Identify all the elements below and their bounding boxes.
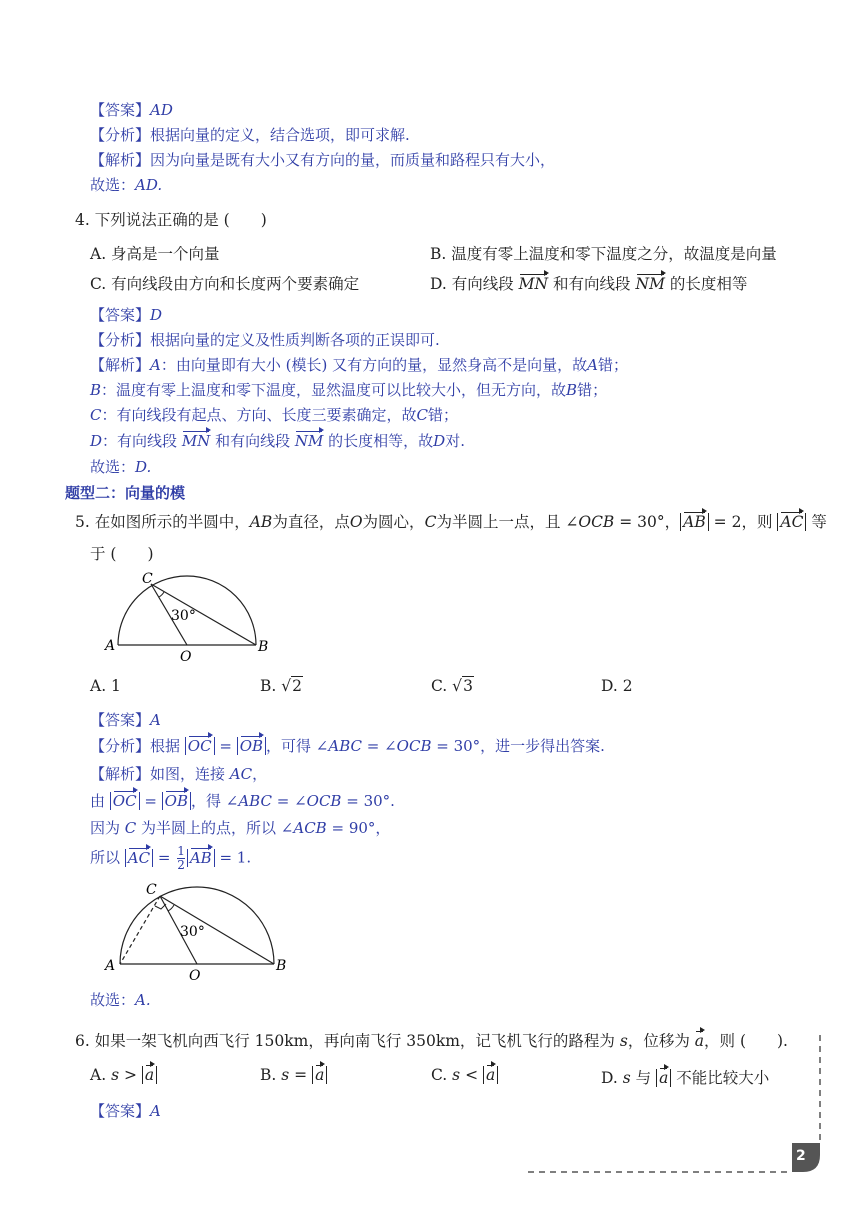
q4-option-a: A. 身高是一个向量: [90, 245, 220, 263]
vector-a: a: [485, 1066, 496, 1084]
label-c: C: [90, 406, 102, 424]
numerator: 1: [177, 844, 185, 858]
segment-ac: AC: [229, 765, 253, 783]
label-c: C: [142, 571, 153, 587]
equals: =: [139, 792, 162, 810]
angle-abc: ABC: [328, 737, 362, 755]
option-prefix: C.: [431, 677, 453, 695]
vector-oc: OC: [187, 737, 212, 755]
abs-a: [483, 1066, 498, 1084]
page-corner-decoration: [520, 1030, 840, 1180]
choose-prefix: 故选：: [90, 991, 136, 1009]
q5-solution-line4: [90, 845, 251, 872]
vector-mn: MN: [518, 275, 549, 293]
abs-ab: [680, 513, 709, 531]
label-a: A: [105, 958, 116, 974]
label-a: A: [150, 356, 161, 374]
q3-answer-line: [90, 99, 173, 120]
vector-a: a: [694, 1032, 705, 1050]
q4-choose-line: [90, 456, 151, 477]
vector-ab: AB: [683, 513, 706, 531]
solution-part: = 30°.: [341, 792, 395, 810]
answer-tag: 【答案】: [90, 306, 151, 324]
segment-ac-dashed: [120, 896, 160, 964]
stem-ab: AB: [249, 513, 273, 531]
label-b: B: [276, 958, 287, 974]
option-prefix: A.: [90, 1066, 112, 1084]
q5-solution-line3: [90, 817, 390, 838]
stem-c: C: [424, 513, 437, 531]
solution-b-end: 错；: [577, 381, 608, 399]
answer-value: D: [150, 306, 163, 324]
label-a: A: [105, 638, 116, 654]
label-d: D: [90, 432, 103, 450]
sqrt: √3: [452, 677, 473, 695]
analysis-part: = 30°，进一步得出答案.: [431, 737, 605, 755]
q5-solution-line1: [90, 763, 267, 784]
vector-oc: OC: [112, 792, 137, 810]
angle-arc: [159, 592, 164, 597]
segment-cb: [151, 584, 256, 645]
label-o: O: [189, 968, 201, 983]
stem-part: 为直径，点: [272, 513, 350, 531]
label-b: B: [90, 381, 102, 399]
section-heading: 题型二：向量的模: [65, 484, 186, 502]
option-end: 不能比较大小: [671, 1069, 770, 1087]
stem-part: 等: [806, 513, 827, 531]
q5-figure-semicircle: [100, 565, 280, 665]
operator: >: [119, 1066, 142, 1084]
abs-a: [142, 1066, 157, 1084]
q4-solution-c: [90, 404, 458, 425]
stem-ocb: OCB: [578, 513, 615, 531]
radicand: 3: [463, 677, 473, 695]
q4-solution-d: [90, 430, 465, 451]
q3-solution-line: [90, 149, 555, 170]
vector-ac: AC: [127, 848, 151, 867]
solution-c-end: 错；: [427, 406, 458, 424]
solution-text: 因为向量是既有大小又有方向的量，而质量和路程只有大小，: [150, 151, 556, 169]
solution-tag: 【解析】: [90, 765, 151, 783]
label-30deg: 30°: [171, 608, 196, 624]
stem-part: ，则 ( ).: [704, 1032, 788, 1050]
vector-a: a: [315, 1066, 325, 1084]
stem-o: O: [349, 513, 363, 531]
option-d-mid: 和有向线段: [553, 275, 631, 293]
stem-part: 为圆心，: [362, 513, 425, 531]
fraction-half: [177, 845, 185, 872]
radicand: 2: [292, 677, 303, 695]
q5-option-a: A. 1: [90, 677, 121, 695]
solution-part: ，得 ∠: [191, 792, 239, 810]
abs-ac: [125, 849, 153, 867]
solution-part: = 1.: [214, 848, 252, 867]
vector-nm: NM: [294, 432, 324, 450]
vector-nm: NM: [635, 275, 665, 293]
choose-value: A.: [135, 991, 151, 1009]
q5-stem-line1: [75, 510, 827, 532]
stem-part: 为半圆上一点，且 ∠: [436, 513, 579, 531]
var-s: s: [619, 1032, 628, 1050]
angle-acb: ACB: [293, 819, 327, 837]
label-c2: C: [416, 406, 428, 424]
segment-cb: [160, 896, 274, 964]
choose-value: D.: [135, 458, 152, 476]
label-b: B: [258, 639, 269, 655]
analysis-tag: 【分析】: [90, 126, 151, 144]
solution-part: ，: [252, 765, 268, 783]
q4-solution-b: [90, 379, 607, 400]
q4-answer-line: [90, 304, 162, 325]
option-prefix: D.: [601, 1069, 623, 1087]
option-d-prefix: D. 有向线段: [430, 275, 514, 293]
angle-abc: ABC: [238, 792, 272, 810]
option-prefix: C.: [431, 1066, 453, 1084]
q4-analysis-line: [90, 329, 440, 350]
q5-analysis-line: [90, 735, 605, 756]
stem-part: 5. 在如图所示的半圆中，: [75, 513, 250, 531]
analysis-tag: 【分析】: [90, 331, 151, 349]
solution-b-text: ：温度有零上温度和零下温度，显然温度可以比较大小，但无方向，故: [101, 381, 567, 399]
solution-part: = ∠: [271, 792, 307, 810]
solution-d-text1: ：有向线段: [102, 432, 178, 450]
label-b2: B: [566, 381, 578, 399]
answer-tag: 【答案】: [90, 101, 151, 119]
label-a2: A: [587, 356, 598, 374]
abs-a: [312, 1066, 327, 1084]
analysis-part: = ∠: [361, 737, 397, 755]
abs-ob: [237, 737, 266, 755]
solution-part: 如图，连接: [150, 765, 230, 783]
q3-choose-line: [90, 174, 162, 195]
vector-ob: OB: [164, 792, 188, 810]
vector-ob: OB: [239, 737, 264, 755]
q5-option-b: [260, 677, 303, 695]
vector-a: a: [659, 1069, 669, 1087]
q5-choose-line: [90, 989, 151, 1010]
operator: =: [289, 1066, 313, 1084]
denominator: 2: [177, 858, 185, 872]
label-c: C: [146, 882, 157, 898]
abs-ob: [162, 792, 191, 810]
answer-value: A: [150, 711, 161, 729]
equals: =: [214, 737, 237, 755]
q5-option-d: D. 2: [601, 677, 633, 695]
solution-a-text: ：由向量即有大小 (模长) 又有方向的量，显然身高不是向量，故: [160, 356, 588, 374]
vector-ab: AB: [189, 848, 212, 867]
choose-value: AD.: [135, 176, 163, 194]
solution-part: 由: [90, 792, 110, 810]
point-c: C: [124, 819, 137, 837]
q4-option-d: [430, 272, 747, 294]
option-prefix: B.: [260, 677, 282, 695]
solution-part: 为半圆上的点，所以 ∠: [136, 819, 294, 837]
choose-prefix: 故选：: [90, 176, 136, 194]
q5-solution-line2: [90, 790, 395, 811]
q4-solution-a: [90, 354, 628, 375]
option-d-suffix: 的长度相等: [669, 275, 748, 293]
solution-part: 因为: [90, 819, 125, 837]
angle-ocb: OCB: [396, 737, 432, 755]
analysis-text: 根据向量的定义，结合选项，即可求解.: [150, 126, 410, 144]
q5-option-c: [431, 677, 474, 695]
q6-option-b: [260, 1066, 327, 1084]
vector-mn: MN: [181, 432, 211, 450]
q4-option-c: C. 有向线段由方向和长度两个要素确定: [90, 275, 360, 293]
solution-a-end: 错；: [597, 356, 628, 374]
analysis-part: ，可得 ∠: [266, 737, 329, 755]
abs-oc: [110, 792, 140, 810]
solution-d-text2: 和有向线段: [215, 432, 291, 450]
analysis-tag: 【分析】: [90, 737, 151, 755]
vector-a: a: [144, 1066, 155, 1084]
solution-tag: 【解析】: [90, 151, 151, 169]
q3-analysis-line: [90, 124, 410, 145]
stem-part: = 30°，: [614, 513, 681, 531]
abs-ab: [187, 849, 215, 867]
q6-option-a: [90, 1066, 157, 1084]
answer-value: AD: [150, 101, 173, 119]
var-s: s: [281, 1066, 290, 1084]
q5-answer-line: [90, 709, 161, 730]
q5-solution-figure: [100, 878, 300, 983]
option-prefix: B.: [260, 1066, 282, 1084]
solution-tag: 【解析】: [90, 356, 151, 374]
solution-part: 所以: [90, 848, 125, 867]
solution-d-end: 对.: [445, 432, 465, 450]
answer-tag: 【答案】: [90, 1102, 151, 1120]
angle-ocb: OCB: [306, 792, 342, 810]
answer-tag: 【答案】: [90, 711, 151, 729]
label-o: O: [180, 649, 192, 665]
vector-ac: AC: [780, 513, 804, 531]
angle-arc: [168, 905, 174, 911]
q6-option-c: [431, 1066, 498, 1084]
operator: <: [460, 1066, 483, 1084]
solution-c-text: ：有向线段有起点、方向、长度三要素确定，故: [101, 406, 417, 424]
choose-prefix: 故选：: [90, 458, 136, 476]
var-s: s: [622, 1069, 631, 1087]
q4-stem: 4. 下列说法正确的是 ( ): [75, 211, 267, 229]
option-mid: 与: [630, 1069, 657, 1087]
label-d2: D: [433, 432, 446, 450]
q5-stem-line2: 于 ( ): [90, 545, 154, 563]
q6-answer-line: [90, 1100, 161, 1121]
abs-ac: [777, 513, 806, 531]
equals: =: [153, 848, 176, 867]
solution-part: = 90°，: [326, 819, 391, 837]
analysis-part: 根据: [150, 737, 185, 755]
abs-oc: [185, 737, 215, 755]
stem-part: ，位移为: [627, 1032, 695, 1050]
solution-d-text3: 的长度相等，故: [328, 432, 434, 450]
var-s: s: [452, 1066, 461, 1084]
q4-option-b: B. 温度有零上温度和零下温度之分，故温度是向量: [430, 245, 777, 263]
answer-value: A: [150, 1102, 161, 1120]
sqrt: √2: [281, 677, 303, 695]
analysis-text: 根据向量的定义及性质判断各项的正误即可.: [150, 331, 440, 349]
page-number: 2: [796, 1148, 806, 1164]
stem-part: = 2，则: [708, 513, 778, 531]
var-s: s: [111, 1066, 120, 1084]
label-30deg: 30°: [180, 924, 205, 940]
stem-part: 6. 如果一架飞机向西飞行 150km，再向南飞行 350km，记飞机飞行的路程为: [75, 1032, 620, 1050]
